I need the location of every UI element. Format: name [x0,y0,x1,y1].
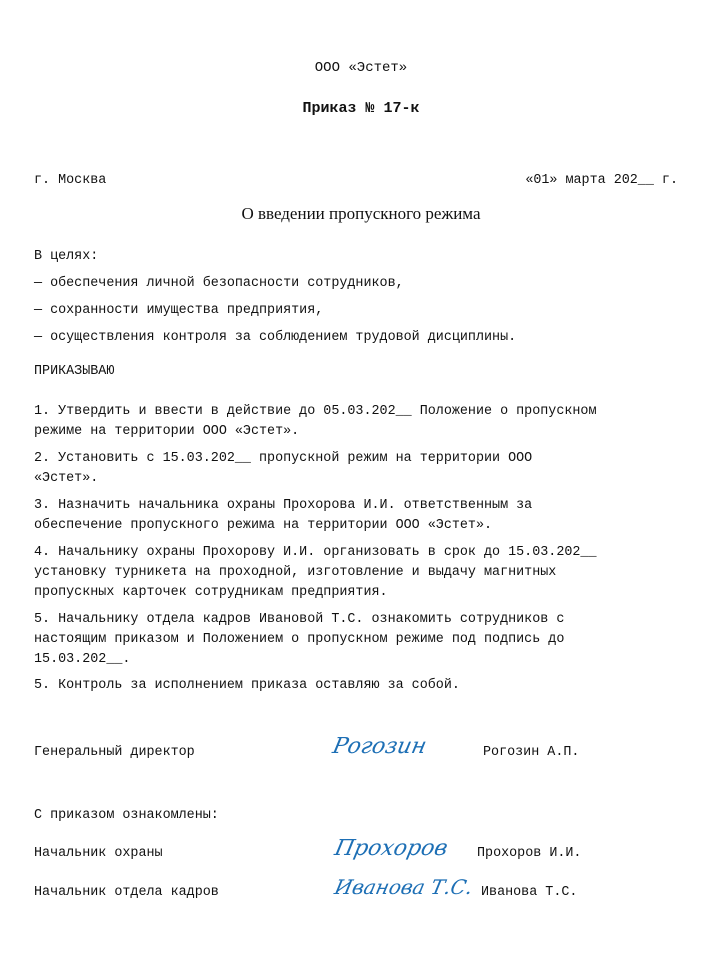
security-signature: Прохоров [332,836,450,861]
company-name: ООО «Эстет» [314,60,408,76]
acknowledged-label: С приказом ознакомлены: [34,808,219,823]
clause-line: установку турникета на проходной, изготовление и выдачу магнитных [34,565,557,580]
clause-line: 5. Контроль за исполнением приказа оставляю за собой. [34,678,460,693]
clause-line: 15.03.202__. [34,652,131,667]
order-date: «01» марта 202__ г. [525,173,678,188]
clause-4 [34,543,714,603]
purposes-intro: В целях: [34,249,99,264]
clause-line: 4. Начальнику охраны Прохорову И.И. организовать в срок до 15.03.202__ [34,545,597,560]
director-name: Рогозин А.П. [483,745,580,760]
clause-2 [34,449,714,489]
hr-signature: Иванова Т.С. [332,875,476,899]
clause-line: 3. Назначить начальника охраны Прохорова И.И. ответственным за [34,498,533,513]
director-role: Генеральный директор [34,745,195,760]
clause-line: 2. Установить с 15.03.202__ пропускной режим на территории ООО [34,451,533,466]
order-word: ПРИКАЗЫВАЮ [34,364,115,379]
clause-line: пропускных карточек сотрудникам предприятия. [34,585,388,600]
clause-6 [34,676,714,696]
clause-line: настоящим приказом и Положением о пропускном режиме под подпись до [34,632,565,647]
clause-line: 5. Начальнику отдела кадров Ивановой Т.С. ознакомить сотрудников с [34,612,565,627]
order-title: Приказ № 17-к [302,100,420,117]
clause-line: режиме на территории ООО «Эстет». [34,424,300,439]
order-city: г. Москва [34,173,107,188]
order-subject: О введении пропускного режима [241,204,481,223]
purpose-item: — осуществления контроля за соблюдением трудовой дисциплины. [34,330,517,345]
director-signature: Рогозин [330,734,429,759]
security-name: Прохоров И.И. [477,846,582,861]
clause-1 [34,402,714,442]
security-role: Начальник охраны [34,846,163,861]
hr-name: Иванова Т.С. [481,885,578,900]
purpose-item: — обеспечения личной безопасности сотрудников, [34,276,404,291]
clause-line: обеспечение пропускного режима на территории ООО «Эстет». [34,518,493,533]
clause-line: 1. Утвердить и ввести в действие до 05.03.202__ Положение о пропускном [34,404,597,419]
clause-3 [34,496,714,536]
purpose-item: — сохранности имущества предприятия, [34,303,324,318]
clause-5 [34,610,714,670]
clause-line: «Эстет». [34,471,99,486]
hr-role: Начальник отдела кадров [34,885,219,900]
